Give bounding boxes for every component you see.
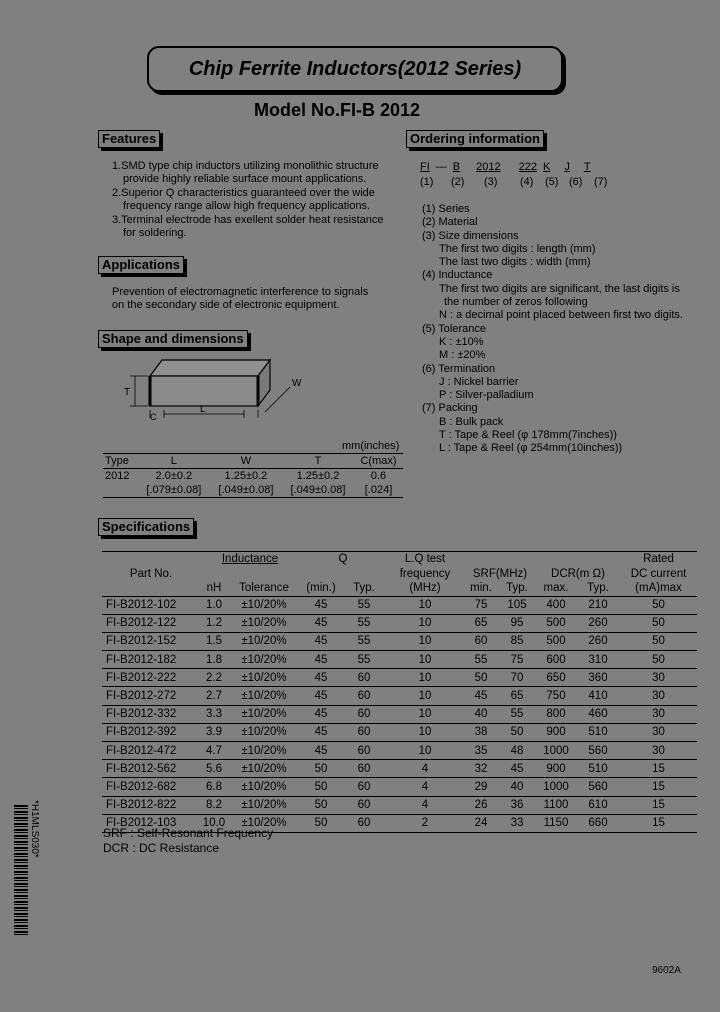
col-part-no: Part No. xyxy=(129,567,173,580)
col-rated: Rated xyxy=(643,553,674,566)
spec-cell: 45 xyxy=(464,687,498,705)
spec-row xyxy=(102,760,697,778)
dim-col-t: T xyxy=(314,455,322,467)
dim-cell: 1.25±0.2 xyxy=(296,470,340,482)
code-part: T xyxy=(583,161,591,173)
col-inductance: Inductance xyxy=(221,553,279,566)
spec-cell: 50 xyxy=(300,778,342,796)
spec-cell: 1.2 xyxy=(200,614,228,632)
spec-cell: 660 xyxy=(576,814,620,832)
spec-cell: 1.5 xyxy=(200,632,228,650)
col-dcr: DCR(m Ω) xyxy=(551,567,605,580)
spec-cell: FI-B2012-182 xyxy=(102,651,200,669)
spec-cell: 29 xyxy=(464,778,498,796)
spec-cell: 1.8 xyxy=(200,651,228,669)
ordering-line: (5) Tolerance xyxy=(422,322,486,335)
dim-label-c: C xyxy=(150,412,157,422)
spec-cell: 1000 xyxy=(536,742,576,760)
dim-col-l: L xyxy=(170,455,177,467)
spec-cell: 15 xyxy=(620,760,697,778)
dim-cell: 1.25±0.2 xyxy=(224,470,268,482)
spec-cell: 10 xyxy=(386,705,464,723)
spec-cell: FI-B2012-682 xyxy=(102,778,200,796)
spec-cell: 610 xyxy=(576,796,620,814)
spec-cell: 45 xyxy=(300,651,342,669)
spec-cell: 50 xyxy=(620,614,697,632)
spec-cell: 260 xyxy=(576,614,620,632)
document-title xyxy=(147,46,563,92)
spec-cell: 900 xyxy=(536,760,576,778)
footer-code: 9602A xyxy=(652,965,681,976)
specifications-table xyxy=(102,551,697,833)
dim-label-t: T xyxy=(124,387,131,398)
spec-cell: 400 xyxy=(536,596,576,614)
spec-cell: FI-B2012-222 xyxy=(102,669,200,687)
spec-row xyxy=(102,669,697,687)
spec-cell: 510 xyxy=(576,760,620,778)
spec-body xyxy=(102,596,697,832)
spec-cell: 10 xyxy=(386,742,464,760)
spec-cell: ±10/20% xyxy=(228,596,300,614)
spec-cell: 10 xyxy=(386,687,464,705)
spec-cell: 1100 xyxy=(536,796,576,814)
model-number: Model No.FI-B 2012 xyxy=(254,100,421,120)
code-part: K xyxy=(542,161,551,173)
spec-cell: 10 xyxy=(386,614,464,632)
spec-cell: 70 xyxy=(498,669,536,687)
spec-row xyxy=(102,687,697,705)
spec-cell: 650 xyxy=(536,669,576,687)
spec-cell: FI-B2012-332 xyxy=(102,705,200,723)
ordering-line: T : Tape & Reel (φ 178mm(7inches)) xyxy=(439,429,617,442)
ordering-heading: Ordering information xyxy=(406,130,544,148)
spec-cell: 75 xyxy=(464,596,498,614)
dim-cell: [.024] xyxy=(364,484,393,496)
features-line: 2.Superior Q characteristics guaranteed over the wide xyxy=(112,186,375,199)
spec-cell: 50 xyxy=(300,814,342,832)
spec-cell: ±10/20% xyxy=(228,632,300,650)
features-list xyxy=(112,160,402,240)
spec-cell: 560 xyxy=(576,778,620,796)
spec-cell: 50 xyxy=(620,651,697,669)
ordering-line: J : Nickel barrier xyxy=(439,375,519,388)
ordering-line: P : Silver-palladium xyxy=(439,389,534,402)
spec-cell: 55 xyxy=(342,651,386,669)
ordering-line: (1) Series xyxy=(422,203,470,215)
dimension-row xyxy=(103,469,403,484)
dim-cell: 2.0±0.2 xyxy=(155,470,193,482)
col-mhz: (MHz) xyxy=(386,581,464,596)
ordering-line: The last two digits : width (mm) xyxy=(439,256,591,269)
shape-heading: Shape and dimensions xyxy=(98,330,248,348)
code-index: (7) xyxy=(594,176,608,188)
dimension-table xyxy=(103,453,403,498)
spec-cell: FI-B2012-472 xyxy=(102,742,200,760)
spec-cell: 45 xyxy=(498,760,536,778)
spec-cell: 60 xyxy=(464,632,498,650)
spec-cell: 50 xyxy=(464,669,498,687)
spec-cell: FI-B2012-102 xyxy=(102,596,200,614)
spec-cell: 45 xyxy=(300,723,342,741)
spec-notes xyxy=(103,826,273,856)
features-line: provide highly reliable surface mount applications. xyxy=(123,173,367,186)
applications-text xyxy=(112,286,402,313)
spec-cell: 24 xyxy=(464,814,498,832)
spec-cell: 48 xyxy=(498,742,536,760)
spec-row xyxy=(102,723,697,741)
spec-cell: 1000 xyxy=(536,778,576,796)
spec-cell: FI-B2012-122 xyxy=(102,614,200,632)
spec-cell: 30 xyxy=(620,742,697,760)
ordering-line: The first two digits are significant, the last digits is xyxy=(439,282,680,295)
spec-cell: 45 xyxy=(300,614,342,632)
specifications-heading: Specifications xyxy=(98,518,194,536)
spec-cell: 55 xyxy=(498,705,536,723)
col-dcr-max: max. xyxy=(536,581,576,596)
dim-cell: [.049±0.08] xyxy=(218,484,274,496)
spec-cell: 55 xyxy=(342,632,386,650)
spec-cell: 360 xyxy=(576,669,620,687)
spec-cell: ±10/20% xyxy=(228,778,300,796)
spec-cell: 310 xyxy=(576,651,620,669)
spec-cell: 2 xyxy=(386,814,464,832)
spec-cell: 500 xyxy=(536,614,576,632)
spec-cell: FI-B2012-272 xyxy=(102,687,200,705)
spec-cell: 3.3 xyxy=(200,705,228,723)
spec-cell: 60 xyxy=(342,687,386,705)
spec-row xyxy=(102,778,697,796)
spec-cell: 55 xyxy=(342,596,386,614)
spec-cell: 45 xyxy=(300,687,342,705)
spec-cell: 10 xyxy=(386,596,464,614)
spec-header-row xyxy=(102,581,697,596)
chip-drawing xyxy=(120,352,410,422)
spec-cell: 4 xyxy=(386,778,464,796)
ordering-details xyxy=(422,203,712,456)
spec-cell: 1150 xyxy=(536,814,576,832)
spec-cell: 8.2 xyxy=(200,796,228,814)
col-q: Q xyxy=(338,553,348,566)
col-tolerance: Tolerance xyxy=(228,581,300,596)
spec-cell: 50 xyxy=(300,796,342,814)
spec-cell: 40 xyxy=(498,778,536,796)
features-heading: Features xyxy=(98,130,160,148)
spec-cell: 10 xyxy=(386,651,464,669)
side-code: *H1MLS030* xyxy=(29,800,40,858)
spec-cell: ±10/20% xyxy=(228,669,300,687)
spec-cell: 10 xyxy=(386,723,464,741)
spec-cell: 105 xyxy=(498,596,536,614)
spec-cell: 4.7 xyxy=(200,742,228,760)
spec-cell: 15 xyxy=(620,814,697,832)
ordering-line: the number of zeros following xyxy=(444,296,588,309)
dim-col-c: C(max) xyxy=(360,455,397,467)
spec-header-row xyxy=(102,567,697,582)
col-srf-typ: Typ. xyxy=(498,581,536,596)
spec-cell: 4 xyxy=(386,760,464,778)
spec-cell: ±10/20% xyxy=(228,705,300,723)
applications-line: on the secondary side of electronic equipment. xyxy=(112,299,340,312)
spec-cell: 60 xyxy=(342,760,386,778)
spec-cell: 50 xyxy=(498,723,536,741)
spec-cell: 45 xyxy=(300,705,342,723)
spec-cell: FI-B2012-562 xyxy=(102,760,200,778)
dimension-unit: mm(inches) xyxy=(342,440,400,452)
col-lq-test: L.Q test xyxy=(404,553,446,566)
dim-col-type: Type xyxy=(105,455,129,467)
ordering-line: (6) Termination xyxy=(422,362,496,375)
spec-cell: 33 xyxy=(498,814,536,832)
title-text: Chip Ferrite Inductors(2012 Series) xyxy=(188,57,522,80)
spec-cell: 55 xyxy=(342,614,386,632)
spec-cell: 45 xyxy=(300,596,342,614)
code-index: (1) xyxy=(420,176,434,188)
code-index: (6) xyxy=(569,176,583,188)
code-part: 222 xyxy=(518,161,537,173)
spec-cell: ±10/20% xyxy=(228,651,300,669)
spec-cell: ±10/20% xyxy=(228,614,300,632)
spec-cell: 4 xyxy=(386,796,464,814)
spec-cell: 210 xyxy=(576,596,620,614)
dim-cell xyxy=(103,483,138,498)
spec-cell: 40 xyxy=(464,705,498,723)
spec-row xyxy=(102,705,697,723)
code-sep: — xyxy=(435,161,447,173)
spec-cell: 30 xyxy=(620,723,697,741)
spec-cell: 60 xyxy=(342,723,386,741)
spec-cell: 500 xyxy=(536,632,576,650)
spec-cell: 560 xyxy=(576,742,620,760)
spec-cell: 45 xyxy=(300,632,342,650)
spec-cell: 900 xyxy=(536,723,576,741)
col-q-min: (min.) xyxy=(300,581,342,596)
col-q-typ: Typ. xyxy=(342,581,386,596)
col-lq-frequency: frequency xyxy=(399,567,451,580)
ordering-line: The first two digits : length (mm) xyxy=(439,242,596,255)
spec-cell: ±10/20% xyxy=(228,723,300,741)
spec-cell: ±10/20% xyxy=(228,687,300,705)
spec-cell: ±10/20% xyxy=(228,814,300,832)
ordering-line: K : ±10% xyxy=(439,335,484,348)
dim-label-l: L xyxy=(200,404,206,415)
code-part: 2012 xyxy=(476,161,501,173)
col-ma-max: (mA)max xyxy=(620,581,697,596)
side-barcode xyxy=(14,805,28,935)
spec-cell: 36 xyxy=(498,796,536,814)
features-line: frequency range allow high frequency applications. xyxy=(123,200,371,213)
spec-cell: 60 xyxy=(342,796,386,814)
spec-cell: 15 xyxy=(620,778,697,796)
code-index: (4) xyxy=(520,176,534,188)
spec-cell: 55 xyxy=(464,651,498,669)
note-srf: SRF : Self-Resonant Frequency xyxy=(103,826,274,840)
spec-row xyxy=(102,614,697,632)
ordering-line: M : ±20% xyxy=(439,349,486,362)
applications-line: Prevention of electromagnetic interference to signals xyxy=(112,286,369,298)
spec-cell: ±10/20% xyxy=(228,742,300,760)
spec-cell: FI-B2012-822 xyxy=(102,796,200,814)
col-nh: nH xyxy=(200,581,228,596)
dim-cell: 0.6 xyxy=(370,470,387,482)
spec-cell: 45 xyxy=(300,742,342,760)
spec-cell: 510 xyxy=(576,723,620,741)
spec-cell: 15 xyxy=(620,796,697,814)
spec-cell: 10 xyxy=(386,669,464,687)
ordering-line: N : a decimal point placed between first two digits. xyxy=(439,309,683,322)
spec-cell: 750 xyxy=(536,687,576,705)
spec-cell: 2.7 xyxy=(200,687,228,705)
spec-cell: 45 xyxy=(300,669,342,687)
spec-cell: 460 xyxy=(576,705,620,723)
code-index: (2) xyxy=(451,176,465,188)
note-dcr: DCR : DC Resistance xyxy=(103,841,220,855)
spec-cell: 30 xyxy=(620,687,697,705)
spec-cell: 65 xyxy=(498,687,536,705)
dim-cell: 2012 xyxy=(105,470,130,482)
spec-cell: 60 xyxy=(342,742,386,760)
code-part: B xyxy=(452,161,461,173)
spec-cell: 30 xyxy=(620,705,697,723)
dim-cell: [.079±0.08] xyxy=(146,484,202,496)
spec-cell: FI-B2012-103 xyxy=(102,814,200,832)
spec-cell: 10 xyxy=(386,632,464,650)
col-srf-min: min. xyxy=(464,581,498,596)
spec-cell: 50 xyxy=(300,760,342,778)
spec-cell: FI-B2012-152 xyxy=(102,632,200,650)
spec-cell: 50 xyxy=(620,632,697,650)
spec-cell: 1.0 xyxy=(200,596,228,614)
col-srf: SRF(MHz) xyxy=(472,567,528,580)
spec-cell: 800 xyxy=(536,705,576,723)
spec-cell: 30 xyxy=(620,669,697,687)
spec-row xyxy=(102,596,697,614)
spec-cell: 60 xyxy=(342,669,386,687)
features-line: 3.Terminal electrode has exellent solder heat resistance xyxy=(112,213,384,226)
ordering-line: B : Bulk pack xyxy=(439,415,504,428)
spec-cell: 75 xyxy=(498,651,536,669)
spec-row xyxy=(102,632,697,650)
col-dcr-typ: Typ. xyxy=(576,581,620,596)
spec-cell: 95 xyxy=(498,614,536,632)
spec-cell: ±10/20% xyxy=(228,796,300,814)
spec-row xyxy=(102,742,697,760)
spec-cell: 2.2 xyxy=(200,669,228,687)
spec-row xyxy=(102,796,697,814)
dim-col-w: W xyxy=(240,455,252,467)
spec-cell: 410 xyxy=(576,687,620,705)
code-index: (5) xyxy=(545,176,559,188)
spec-cell: 260 xyxy=(576,632,620,650)
spec-cell: 65 xyxy=(464,614,498,632)
spec-cell: 35 xyxy=(464,742,498,760)
dim-label-w: W xyxy=(292,378,302,389)
spec-header-row xyxy=(102,552,697,567)
spec-cell: 26 xyxy=(464,796,498,814)
dimension-row xyxy=(103,483,403,498)
spec-cell: 85 xyxy=(498,632,536,650)
ordering-code xyxy=(420,161,591,174)
code-part: FI xyxy=(420,161,430,173)
dimension-header xyxy=(103,454,403,469)
spec-cell: 10.0 xyxy=(200,814,228,832)
code-index: (3) xyxy=(484,176,498,188)
ordering-line: (4) Inductance xyxy=(422,269,493,282)
spec-row xyxy=(102,651,697,669)
spec-cell: 3.9 xyxy=(200,723,228,741)
spec-cell: ±10/20% xyxy=(228,760,300,778)
spec-cell: 6.8 xyxy=(200,778,228,796)
spec-cell: 32 xyxy=(464,760,498,778)
spec-cell: 60 xyxy=(342,814,386,832)
spec-cell: FI-B2012-392 xyxy=(102,723,200,741)
spec-cell: 5.6 xyxy=(200,760,228,778)
ordering-line: (7) Packing xyxy=(422,402,478,415)
spec-cell: 60 xyxy=(342,705,386,723)
dim-cell: [.049±0.08] xyxy=(290,484,346,496)
ordering-line: L : Tape & Reel (φ 254mm(10inches)) xyxy=(439,442,623,455)
spec-cell: 38 xyxy=(464,723,498,741)
code-part: J xyxy=(564,161,570,173)
spec-cell: 60 xyxy=(342,778,386,796)
ordering-line: (3) Size dimensions xyxy=(422,229,519,242)
col-dc-current: DC current xyxy=(630,567,687,580)
applications-heading: Applications xyxy=(98,256,184,274)
features-line: for soldering. xyxy=(123,227,187,240)
spec-cell: 50 xyxy=(620,596,697,614)
spec-cell: 600 xyxy=(536,651,576,669)
ordering-line: (2) Material xyxy=(422,216,478,229)
features-line: 1.SMD type chip inductors utilizing monolithic structure xyxy=(112,160,379,172)
